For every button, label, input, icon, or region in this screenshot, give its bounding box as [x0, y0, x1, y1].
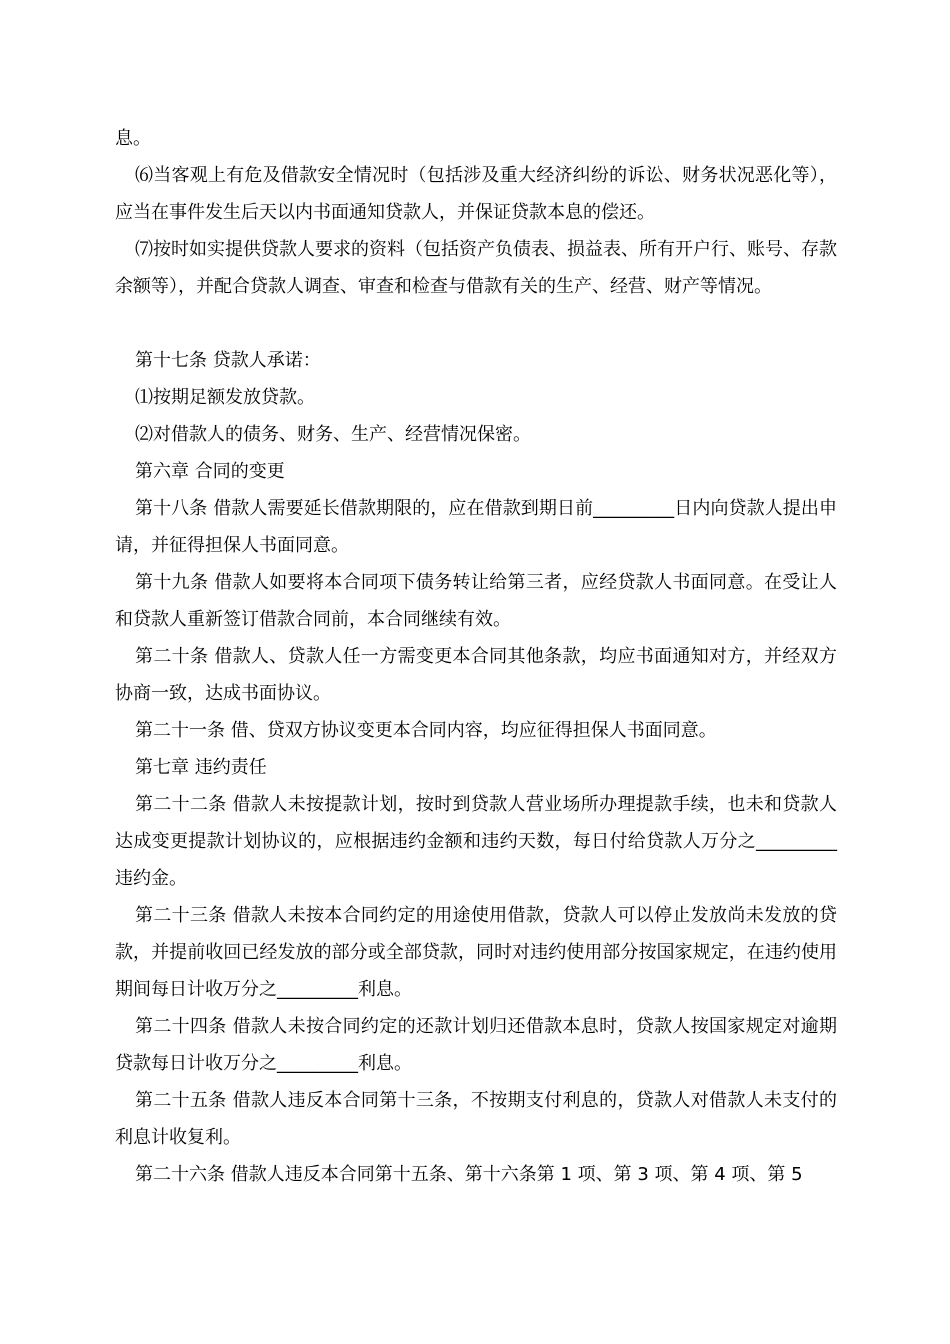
article-17-item-1: ⑴按期足额发放贷款。	[135, 387, 315, 408]
article-21: 第二十一条 借、贷双方协议变更本合同内容，均应征得担保人书面同意。	[135, 720, 717, 741]
article-17-item-2: ⑵对借款人的债务、财务、生产、经营情况保密。	[135, 424, 531, 445]
article-20: 第二十条 借款人、贷款人任一方需变更本合同其他条款，均应书面通知对方，并经双方协商一致，达成书面协议。	[115, 646, 837, 704]
article-19: 第十九条 借款人如要将本合同项下债务转让给第三者，应经贷款人书面同意。在受让人和贷款人重新签订借款合同前，本合同继续有效。	[115, 572, 837, 630]
chapter-6-title: 第六章 合同的变更	[135, 461, 285, 482]
article-17-heading: 第十七条 贷款人承诺：	[135, 350, 321, 371]
blank-line	[115, 305, 837, 342]
article-22: 第二十二条 借款人未按提款计划，按时到贷款人营业场所办理提款手续，也未和贷款人达成变更提款计划协议的，应根据违约金额和违约天数，每日付给贷款人万分之_________违约金。	[115, 794, 837, 889]
article-25: 第二十五条 借款人违反本合同第十三条，不按期支付利息的，贷款人对借款人未支付的利息计收复利。	[115, 1090, 837, 1148]
document-body	[115, 120, 837, 1193]
paragraph-item-7: ⑺按时如实提供贷款人要求的资料（包括资产负债表、损益表、所有开户行、账号、存款余额等），并配合贷款人调查、审查和检查与借款有关的生产、经营、财产等情况。	[115, 239, 837, 297]
article-23: 第二十三条 借款人未按本合同约定的用途使用借款，贷款人可以停止发放尚未发放的贷款，并提前收回已经发放的部分或全部贷款，同时对违约使用部分按国家规定，在违约使用期间每日计收万分之_________利息。	[115, 905, 837, 1000]
paragraph-item-6: ⑹当客观上有危及借款安全情况时（包括涉及重大经济纠纷的诉讼、财务状况恶化等），应当在事件发生后天以内书面通知贷款人，并保证贷款本息的偿还。	[115, 165, 837, 223]
article-24: 第二十四条 借款人未按合同约定的还款计划归还借款本息时，贷款人按国家规定对逾期贷款每日计收万分之_________利息。	[115, 1016, 837, 1074]
chapter-7-title: 第七章 违约责任	[135, 757, 267, 778]
article-26: 第二十六条 借款人违反本合同第十五条、第十六条第 1 项、第 3 项、第 4 项、第 5	[135, 1164, 803, 1185]
article-18: 第十八条 借款人需要延长借款期限的，应在借款到期日前_________日内向贷款人提出申请，并征得担保人书面同意。	[115, 498, 837, 556]
paragraph-interest-end: 息。	[115, 128, 151, 149]
